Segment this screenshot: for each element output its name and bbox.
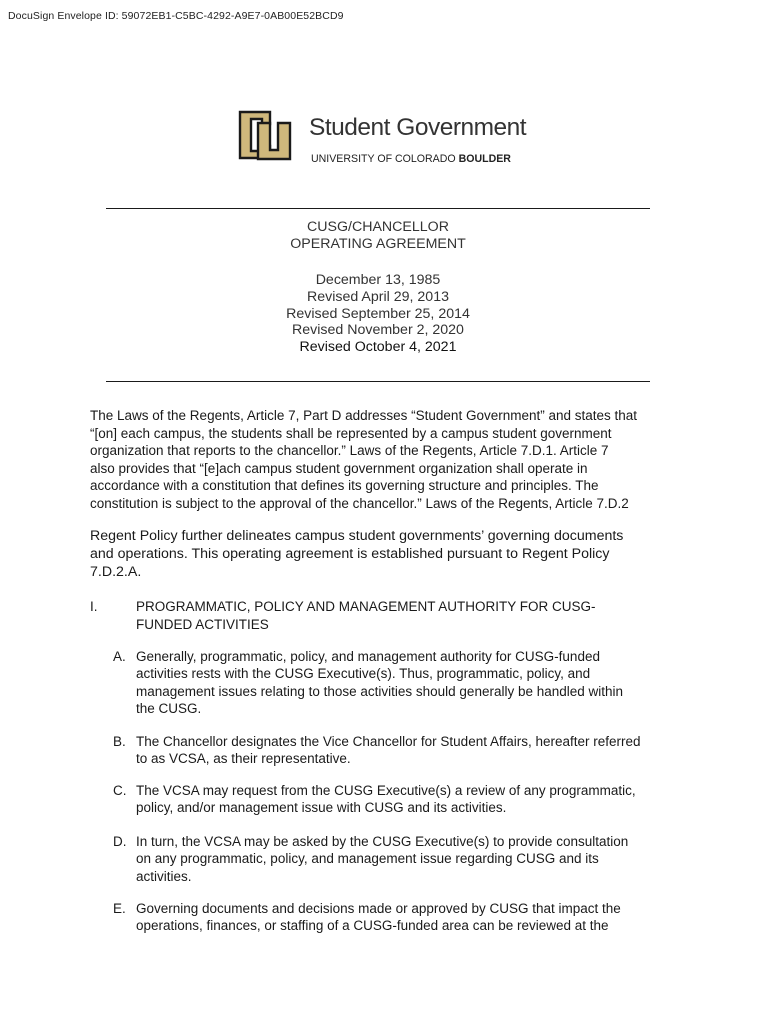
paragraph-line: “[on] each campus, the students shall be represented by a campus student government [90,425,612,441]
bottom-divider [106,381,650,382]
logo-subtitle: UNIVERSITY OF COLORADO BOULDER [311,153,511,165]
date-line: Revised April 29, 2013 [307,288,449,305]
docusign-envelope-id: DocuSign Envelope ID: 59072EB1-C5BC-4292-A9E7-0AB00E52BCD9 [8,10,344,22]
paragraph-line: Regent Policy further delineates campus student governments’ governing documents [90,528,624,544]
section-title: PROGRAMMATIC, POLICY AND MANAGEMENT AUTHORITY FOR CUSG- FUNDED ACTIVITIES [136,599,596,632]
date-line: Revised September 25, 2014 [286,305,470,322]
paragraph-line: accordance with a constitution that defines its governing structure and principles. The [90,478,599,494]
cu-monogram-icon [236,104,298,166]
paragraph-line: and operations. This operating agreement is established pursuant to Regent Policy [90,545,610,562]
item-letter: C. [113,783,127,798]
item-text: In turn, the VCSA may be asked by the CUSG Executive(s) to provide consultation on any programmatic, policy, and management issue regarding CUSG and its activities. [136,834,629,884]
item-letter: E. [113,901,126,916]
laws-of-regents-paragraph [90,407,690,513]
item-letter: D. [113,834,127,849]
logo-title: Student Government [309,114,527,141]
paragraph-line: also provides that “[e]ach campus student government organization shall operate in [90,460,588,476]
paragraph-line: organization that reports to the chancellor.” Laws of the Regents, Article 7.D.1. Article 7 [90,443,609,459]
paragraph-line: The Laws of the Regents, Article 7, Part D addresses “Student Government” and states that [90,408,638,423]
item-letter: A. [113,649,126,664]
date-line: Revised November 2, 2020 [292,322,464,339]
item-text: The Chancellor designates the Vice Chancellor for Student Affairs, hereafter referred to as VCSA, as their representative. [136,734,641,767]
document-title [106,219,650,253]
paragraph-line: 7.D.2.A. [90,563,142,580]
item-text: The VCSA may request from the CUSG Executive(s) a review of any programmatic, policy, and/or management issue with CUSG and its activities. [136,783,636,816]
item-text: Governing documents and decisions made or approved by CUSG that impact the operations, finances, or staffing of a CUSG-funded area can be reviewed at the [136,901,621,934]
title-line-2: OPERATING AGREEMENT [290,235,466,252]
date-line: Revised October 4, 2021 [299,339,457,356]
top-divider [106,208,650,209]
date-line: December 13, 1985 [315,272,441,288]
regent-policy-paragraph [90,528,690,581]
item-text: Generally, programmatic, policy, and management authority for CUSG-funded activities rests with the CUSG Executive(s). Thus, programmatic, policy, and management issues relating to those activities should generally be handled within the CUSG. [136,649,624,717]
title-line-1: CUSG/CHANCELLOR [307,219,449,235]
item-letter: B. [113,734,126,749]
section-number: I. [90,599,98,614]
revision-dates [106,272,650,356]
paragraph-line: constitution is subject to the approval of the chancellor.” Laws of the Regents, Article 7.D.2 [90,495,629,511]
cu-student-government-logo [236,104,536,168]
